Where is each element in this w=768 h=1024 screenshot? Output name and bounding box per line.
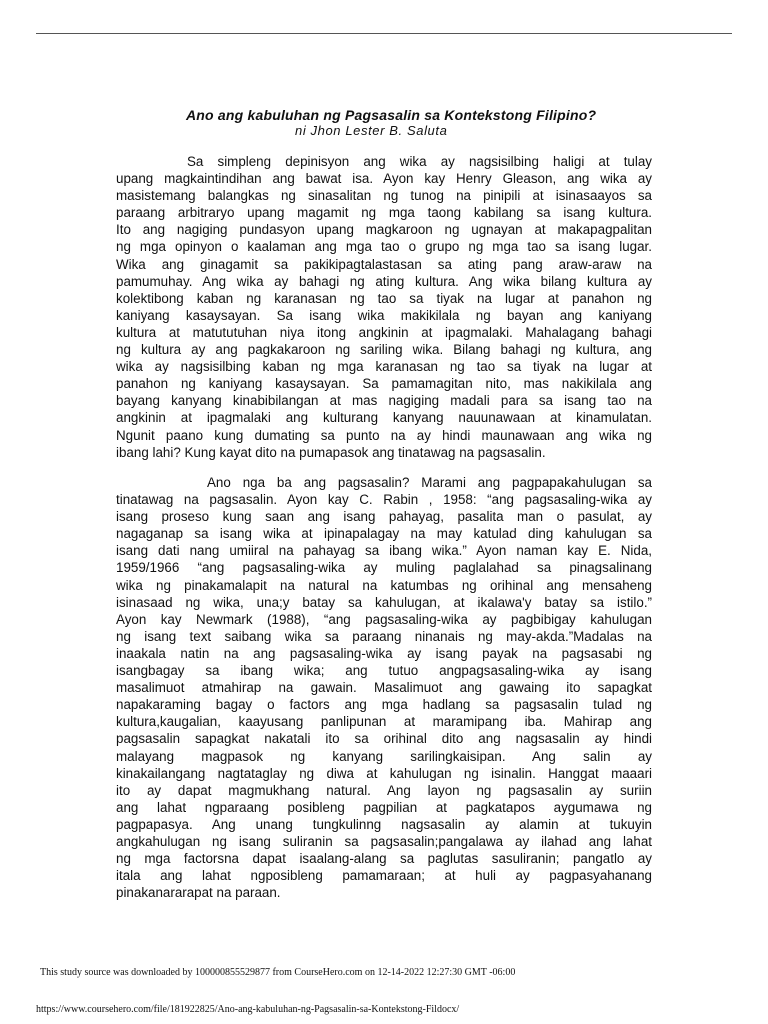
paragraph-line: itala ang lahat ngposibleng pamamaraan; at huli ay pagpasyahanang [116,868,652,884]
paragraph-line: angkahulugan ng isang suliranin sa pagsasalin;pangalawa ay ilahad ang lahat [116,833,652,849]
paragraph-line: wika ay nagsisilbing kaban ng mga karanasan ng tao sa tiyak na lugar at [116,359,652,375]
paragraph-line: 1959/1966 “ang pagsasaling-wika ay muling paglalahad sa pinagsalinang [116,560,652,576]
header-divider [36,33,732,34]
paragraph-line: ang lahat ngparaang posibleng pagpilian at pagkatapos aygumawa ng [116,799,652,815]
paragraph-line: isangbagay sa ibang wika; ang tutuo angpagsasaling-wika ay isang [116,663,652,679]
paragraph-line: Ayon kay Newmark (1988), “ang pagsasaling-wika ay pagbibigay kahulugan [116,611,652,627]
paragraph-line: tinatawag na pagsasalin. Ayon kay C. Rabin , 1958: “ang pagsasaling-wika ay [116,492,652,508]
paragraph-line: kinakailangang nagtataglay ng diwa at kahulugan ng isinalin. Hanggat maaari [116,765,652,781]
paragraph-line: Wika ang ginagamit sa pakikipagtalastasan sa ating pang araw-araw na [116,256,652,272]
paragraph-line: ito ay dapat magmukhang natural. Ang layon ng pagsasalin ay suriin [116,782,652,798]
paragraph-line: pinakanararapat na paraan. [116,885,281,901]
paragraph-line: inaakala natin na ang pagsasaling-wika ay isang payak na pagsasabi ng [116,645,652,661]
paragraph-line: ng kultura ay ang pagkakaroon ng sariling wika. Bilang bahagi ng kultura, ang [116,342,652,358]
paragraph-line: kultura at matututuhan niya itong angkinin at ipagmalaki. Mahalagang bahagi [116,324,652,340]
paragraph-line: Ano nga ba ang pagsasalin? Marami ang pagpapakahulugan sa [207,475,652,490]
document-author: ni Jhon Lester B. Saluta [295,123,448,138]
paragraph-line: isinasaad ng wika, una;y batay sa kahulugan, at ikalawa'y batay sa istilo.” [116,594,652,610]
paragraph-line: kaniyang kasaysayan. Sa isang wika makikilala ng bayan ang kaniyang [116,307,652,323]
download-source-note: This study source was downloaded by 100000855529877 from CourseHero.com on 12-14-2022 12:27:30 GMT -06:00 [40,967,516,978]
source-url[interactable]: https://www.coursehero.com/file/181922825/Ano-ang-kabuluhan-ng-Pagsasalin-sa-Kontekstong-Fildocx/ [36,1004,460,1015]
paragraph-line: napakaraming bagay o factors ang mga hadlang sa pagsasalin tulad ng [116,697,652,713]
paragraph-line: isang dati nang umiiral na pahayag sa ibang wika.” Ayon naman kay E. Nida, [116,543,652,559]
paragraph-line: pamumuhay. Ang wika ay bahagi ng ating kultura. Ang wika bilang kultura ay [116,273,652,289]
paragraph-line: masalimuot atmahirap na gawain. Masalimuot ang gawaing ito sapagkat [116,680,652,696]
paragraph-line: pagsasalin sapagkat nakatali ito sa orihinal dito ang nagsasalin ay hindi [116,731,652,747]
paragraph-line: isang proseso kung saan ang isang pahayag, pasalita man o pasulat, ay [116,509,652,525]
paragraph-line: Ito ang nagiging pundasyon upang magkaroon ng ugnayan at makapagpalitan [116,222,652,238]
paragraph-line: masistemang balangkas ng sinasalitan ng tunog na pinipili at isinasaayos sa [116,188,652,204]
paragraph-line: malayang magpasok ng kanyang sarilingkaisipan. Ang salin ay [116,748,652,764]
paragraph-line: ng mga opinyon o kaalaman ang mga tao o grupo ng mga tao sa isang lugar. [116,239,652,255]
paragraph-line: Ngunit paano kung dumating sa punto na ay hindi maunawaan ang wika ng [116,427,652,443]
paragraph-line: panahon ng kaniyang kasaysayan. Sa pamamagitan nito, mas nakikilala ang [116,376,652,392]
paragraph-line: pagpapasya. Ang unang tungkulinng nagsasalin ay alamin at tukuyin [116,816,652,832]
paragraph-line: kolektibong kaban ng karanasan ng tao sa tiyak na lugar at panahon ng [116,290,652,306]
paragraph-line: angkinin at ipagmalaki ang kulturang kanyang nauunawaan at kinamulatan. [116,410,652,426]
paragraph-line: bayang kanyang kinabibilangan at mas nagiging madali para sa isang tao na [116,393,652,409]
document-title: Ano ang kabuluhan ng Pagsasalin sa Kontekstong Filipino? [186,107,597,123]
paragraph-line: Sa simpleng depinisyon ang wika ay nagsisilbing haligi at tulay [187,154,652,169]
paragraph-line: ng isang text saibang wika sa paraang ninanais ng may-akda.”Madalas na [116,628,652,644]
paragraph-line: upang magkaintindihan ang bawat isa. Ayon kay Henry Gleason, ang wika ay [116,171,652,187]
paragraph-2 [116,474,652,901]
paragraph-line: ibang lahi? Kung kayat dito na pumapasok ang tinatawag na pagsasalin. [116,444,546,460]
paragraph-line: ng mga factorsna dapat isaalang-alang sa paglutas sasuliranin; pangatlo ay [116,851,652,867]
paragraph-line: wika ng pinakamalapit na natural na katumbas ng orihinal ang mensaheng [116,577,652,593]
paragraph-line: kultura,kaugalian, kaayusang panlipunan at maramipang iba. Mahirap ang [116,714,652,730]
paragraph-line: nagaganap sa isang wika at ipinapalagay na may katulad ding kahulugan sa [116,526,652,542]
paragraph-line: paraang arbitraryo upang magamit ng mga taong kabilang sa isang kultura. [116,205,652,221]
paragraph-1 [116,153,652,461]
